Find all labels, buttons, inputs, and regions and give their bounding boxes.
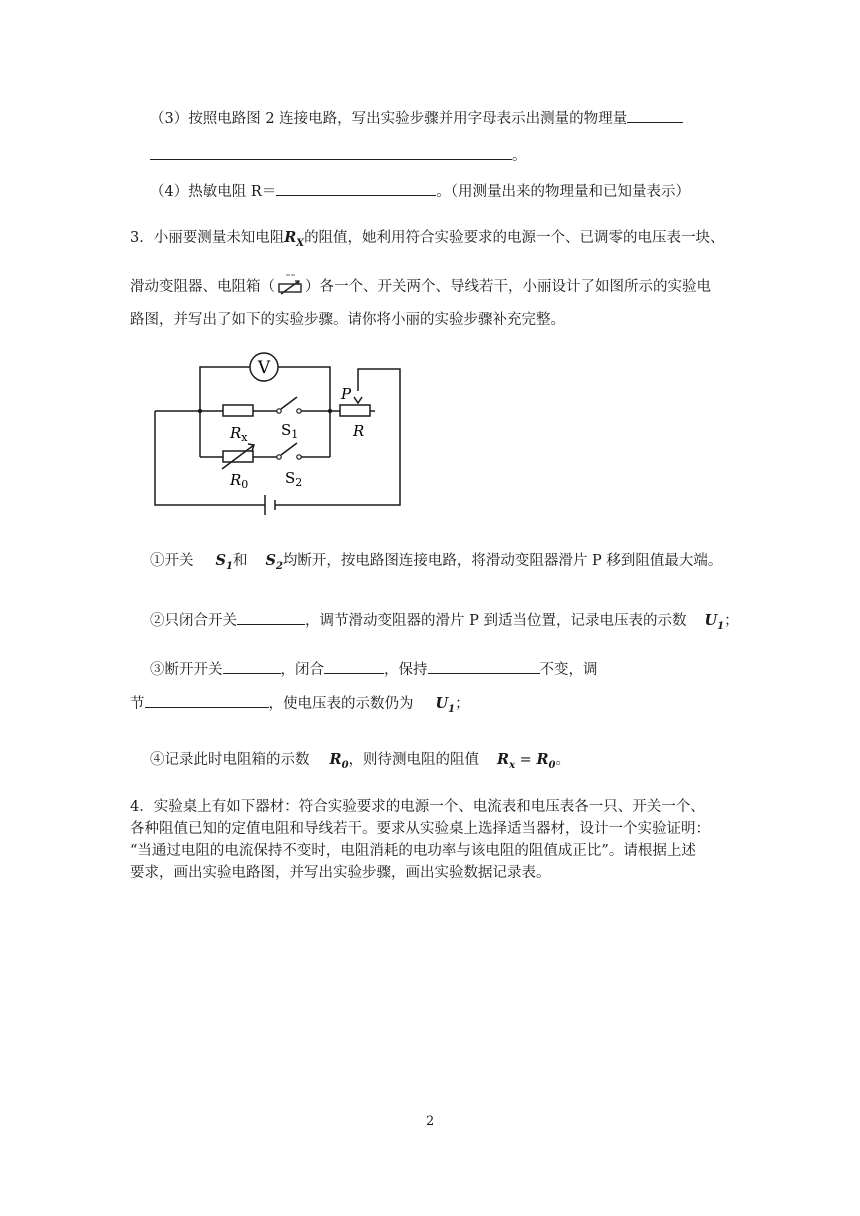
step2-blank[interactable] [237,609,305,625]
s1-label: $S_1$ [281,421,299,441]
q3-step2: ②只闭合开关 ，调节滑动变阻器的滑片 P 到适当位置，记录电压表的示数 $U_1$； [150,609,739,637]
s2-label: $S_2$ [285,469,303,489]
resistance-box-icon [275,273,305,297]
q4-line2: 各种阻值已知的定值电阻和导线若干。要求从实验桌上选择适当器材，设计一个实验证明： [130,821,710,837]
q3-step3: ③断开开关 ，闭合 ，保持 不变，调 [150,658,598,680]
q3-line2 [130,273,711,297]
q3-line2-b: ）各一个、开关两个、导线若干，小丽设计了如图所示的实验电 [305,279,711,295]
p-label: P [341,385,352,403]
q2-item3-text: （3）按照电路图 2 连接电路，写出实验步骤并用字母表示出测量的物理量 [150,111,628,127]
step3-blank-2[interactable] [324,658,384,674]
step3-blank-1[interactable] [223,658,281,674]
q2-item3-end: 。 [512,148,527,164]
step3-blank-3[interactable] [428,658,540,674]
q2-item4-suffix: 。（用测量出来的物理量和已知量表示） [436,184,691,200]
step3-blank-4[interactable] [145,692,269,708]
q2-item4-blank[interactable] [276,180,436,196]
q2-item4-prefix: （4）热敏电阻 R＝ [150,184,277,200]
circuit-diagram [150,345,420,515]
q3-rx-sub: X [296,237,305,249]
q3-line1 [130,228,725,254]
rx-label: $R_x$ [230,424,248,444]
r-label: R [353,422,365,440]
q4-line4: 要求，画出实验电路图，并写出实验步骤，画出实验数据记录表。 [130,865,551,881]
q3-line1-b: 的阻值，她利用符合实验要求的电源一个、已调零的电压表一块、 [304,230,725,246]
q4-line1: 4．实验桌上有如下器材：符合实验要求的电源一个、电流表和电压表各一只、开关一个、 [130,799,705,815]
q2-item3 [150,107,683,129]
q3-line1-a: 3．小丽要测量未知电阻 [130,230,285,246]
q3-step4: ④记录此时电阻箱的示数 $R_0$，则待测电阻的阻值 $R_x = R_0$。 [150,751,570,771]
q4-paragraph [130,797,740,883]
q4-line3: “当通过电阻的电流保持不变时，电阻消耗的电功率与该电阻的阻值成正比”。请根据上述 [130,843,696,859]
q3-line3: 路图，并写出了如下的实验步骤。请你将小丽的实验步骤补充完整。 [130,312,565,328]
q2-item3-blank-1[interactable] [627,107,683,123]
q3-line2-a: 滑动变阻器、电阻箱（ [130,279,275,295]
q3-step1: ①开关 $S_1$和 $S_2$均断开，按电路图连接电路，将滑动变阻器滑片 P 移到阻值最大端。 [150,552,723,572]
voltmeter-label: V [257,358,271,378]
q2-item3-continuation [150,144,527,166]
q3-step3-continuation: 节 ，使电压表的示数仍为 $U_1$； [130,692,470,720]
q2-item4 [150,180,690,202]
q2-item3-blank-2[interactable] [150,144,512,160]
r0-label: $R_0$ [230,471,249,491]
page-number: 2 [426,1114,435,1129]
q3-rx-symbol: R [284,229,297,246]
